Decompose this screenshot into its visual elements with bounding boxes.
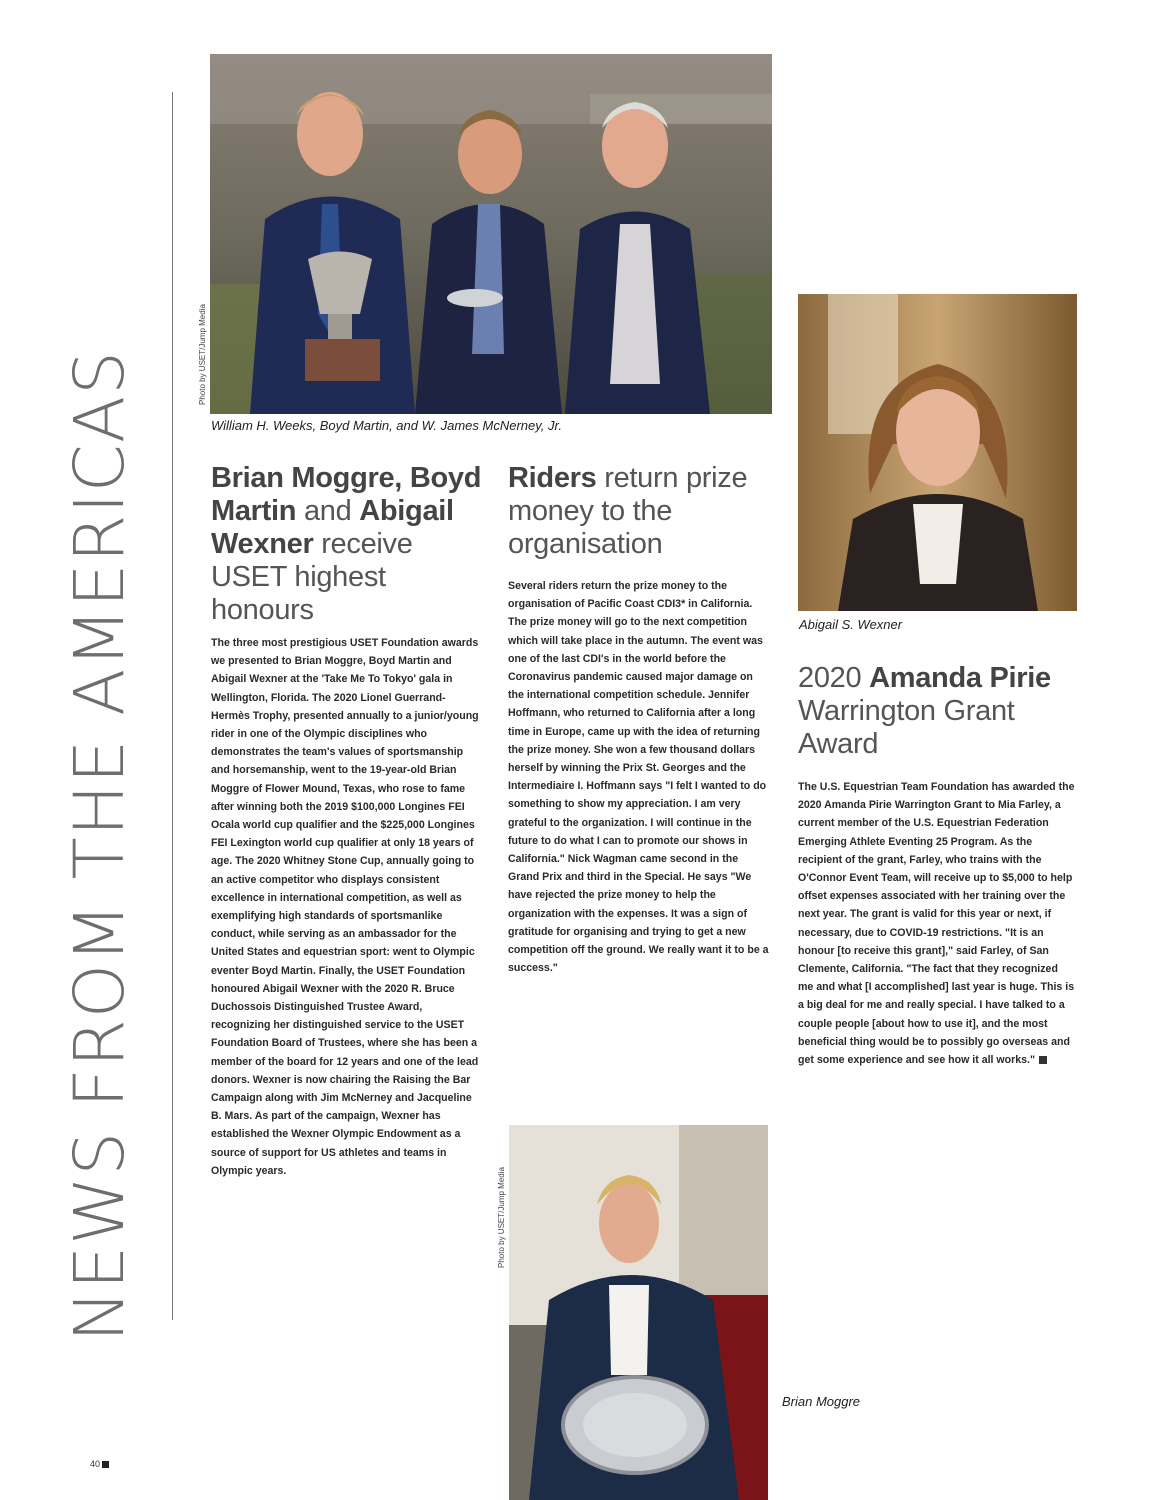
portrait-caption: Abigail S. Wexner: [799, 617, 903, 632]
top-photo-caption: William H. Weeks, Boyd Martin, and W. James McNerney, Jr.: [211, 418, 562, 433]
article2-headline-light: return prize money to the organisation: [508, 462, 748, 560]
article1-body: The three most prestigious USET Foundation awards we presented to Brian Moggre, Boyd Martin and Abigail Wexner at the 'Take Me To Tokyo' gala in Wellington, Florida. The 2020 Lionel Guerrand-Hermès Trophy, presented annually to a junior/young rider in one of the Olympic disciplines who demonstrates the team's values of sportsmanship and horsemanship, went to the 19-year-old Brian Moggre of Flower Mound, Texas, who rose to fame after winning both the 2019 $100,000 Longines FEI Ocala world cup qualifier and the $225,000 Longines FEI Lexington world cup qualifier at only 18 years of age. The 2020 Whitney Stone Cup, annually going to an active competitor who displays consistent excellence in international competition, as well as exemplifying high standards of sportsmanlike conduct, while serving as an ambassador for the United States and equestrian sport: went to Olympic eventer Boyd Martin. Finally, the USET Foundation honoured Abigail Wexner with the 2020 R. Bruce Duchossois Distinguished Trustee Award, recognizing her distinguished service to the USET Foundation Board of Trustees, where she has been a member of the board for 12 years and one of the lead donors. Wexner is now chairing the Raising the Bar Campaign along with Jim McNerney and Jacqueline B. Mars. As part of the campaign, Wexner has established the Wexner Olympic Endowment as a source of support for US athletes and teams in Olympic years.: [211, 637, 479, 1177]
group-photo-illustration: [210, 54, 772, 414]
article3-headline: [798, 662, 1058, 761]
bottom-photo-illustration: [509, 1125, 768, 1500]
article1-headline-bold-2: Abigail Wexner: [211, 495, 454, 560]
article1-headline-light: receive USET highest honours: [211, 528, 413, 626]
portrait-illustration: [798, 294, 1077, 611]
top-photo-credit: Photo by USET/Jump Media: [198, 304, 207, 405]
article2-headline: [508, 462, 778, 561]
magazine-logo-icon: [102, 1461, 109, 1468]
article3-body-text: The U.S. Equestrian Team Foundation has awarded the 2020 Amanda Pirie Warrington Grant to Mia Farley, a current member of the U.S. Equestrian Federation Emerging Athlete Eventing 25 Program. As the recipient of the grant, Farley, who trains with the O'Connor Event Team, will receive up to $5,000 to help offset expenses associated with her training over the next year. The grant is valid for this year or next, if necessary, due to COVID-19 restrictions. "It is an honour [to receive this grant]," said Farley, of San Clemente, California. "The fact that they recognized me and what [I accomplished] last year is huge. This is a big deal for me and really special. I have talked to a couple people [about how to use it], and the most beneficial thing would be to possibly go overseas and get some experience and see how it all works.": [798, 781, 1075, 1067]
article2-body: Several riders return the prize money to the organisation of Pacific Coast CDI3* in California. The prize money will go to the next competition which will take place in the autumn. The event was one of the last CDI's in the world before the Coronavirus pandemic caused major damage on the international competition schedule. Jennifer Hoffmann, who returned to California after a long time in Europe, came up with the idea of returning the prize money. She won a few thousand dollars herself by winning the Prix St. Georges and the Intermediaire I. Hoffmann says "I felt I wanted to do something to show my appreciation. I am very grateful to the organization. I will continue in the future to do what I can to promote our shows in California." Nick Wagman came second in the Grand Prix and third in the Special. He says "We have rejected the prize money to help the organization with the expenses. It was a sign of gratitude for organising and trying to get a new competition off the ground. We really want it to be a success.": [508, 580, 769, 975]
end-mark-icon: [1039, 1056, 1047, 1064]
portrait-photo: [798, 294, 1077, 611]
article1-headline-bold: Brian Moggre, Boyd Martin: [211, 462, 482, 527]
article3-body: [798, 778, 1076, 1069]
article3-headline-light: Warrington Grant Award: [798, 695, 1015, 760]
sidebar-divider: [172, 92, 173, 1320]
bottom-photo-credit: Photo by USET/Jump Media: [497, 1167, 506, 1268]
page-number-text: 40: [90, 1459, 101, 1469]
article3-headline-bold: Amanda Pirie: [869, 662, 1051, 694]
bottom-photo-caption: Brian Moggre: [782, 1394, 861, 1409]
section-title: NEWS FROM THE AMERICAS: [60, 350, 140, 1342]
article3-headline-year: 2020: [798, 662, 862, 694]
bottom-photo: [509, 1125, 768, 1500]
article2-headline-bold: Riders: [508, 462, 597, 494]
article1-headline: [211, 462, 491, 627]
article1-headline-and: and: [303, 495, 352, 527]
top-photo: [210, 54, 772, 414]
page-number: [90, 1459, 109, 1469]
